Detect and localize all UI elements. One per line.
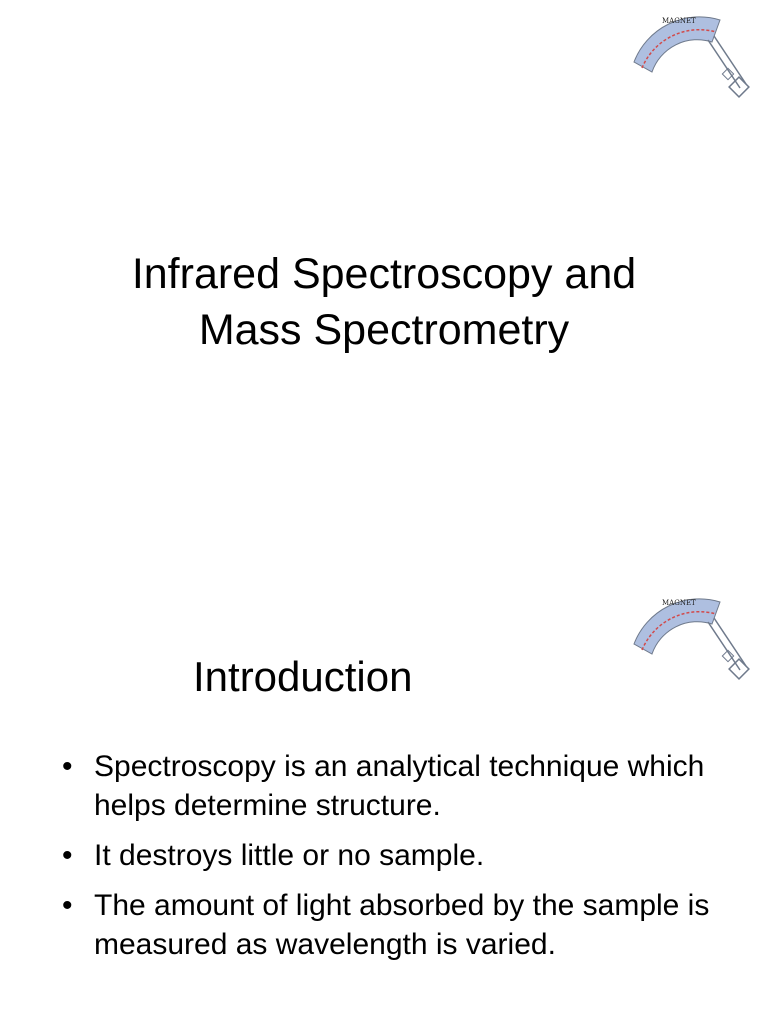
title-line: Infrared Spectroscopy and — [131, 250, 637, 298]
bullet-icon: • — [62, 750, 73, 783]
title-line: Mass Spectrometry — [198, 306, 570, 354]
list-item — [62, 836, 742, 875]
svg-text:MAGNET: MAGNET — [662, 17, 696, 25]
list-item — [62, 886, 742, 964]
bullet-list — [62, 747, 742, 975]
bullet-text: Spectroscopy is an analytical technique which helps determine structure. — [94, 750, 705, 822]
page-title — [0, 246, 768, 358]
section-heading: Introduction — [193, 653, 413, 700]
magnet-icon — [628, 588, 758, 688]
introduction-slide — [0, 512, 768, 1024]
bullet-text: It destroys little or no sample. — [94, 839, 485, 872]
svg-text:MAGNET: MAGNET — [662, 599, 696, 607]
bullet-icon: • — [62, 839, 73, 872]
bullet-text: The amount of light absorbed by the sample is measured as wavelength is varied. — [94, 889, 710, 961]
list-item — [62, 747, 742, 825]
bullet-icon: • — [62, 889, 73, 922]
magnet-icon — [628, 6, 758, 106]
